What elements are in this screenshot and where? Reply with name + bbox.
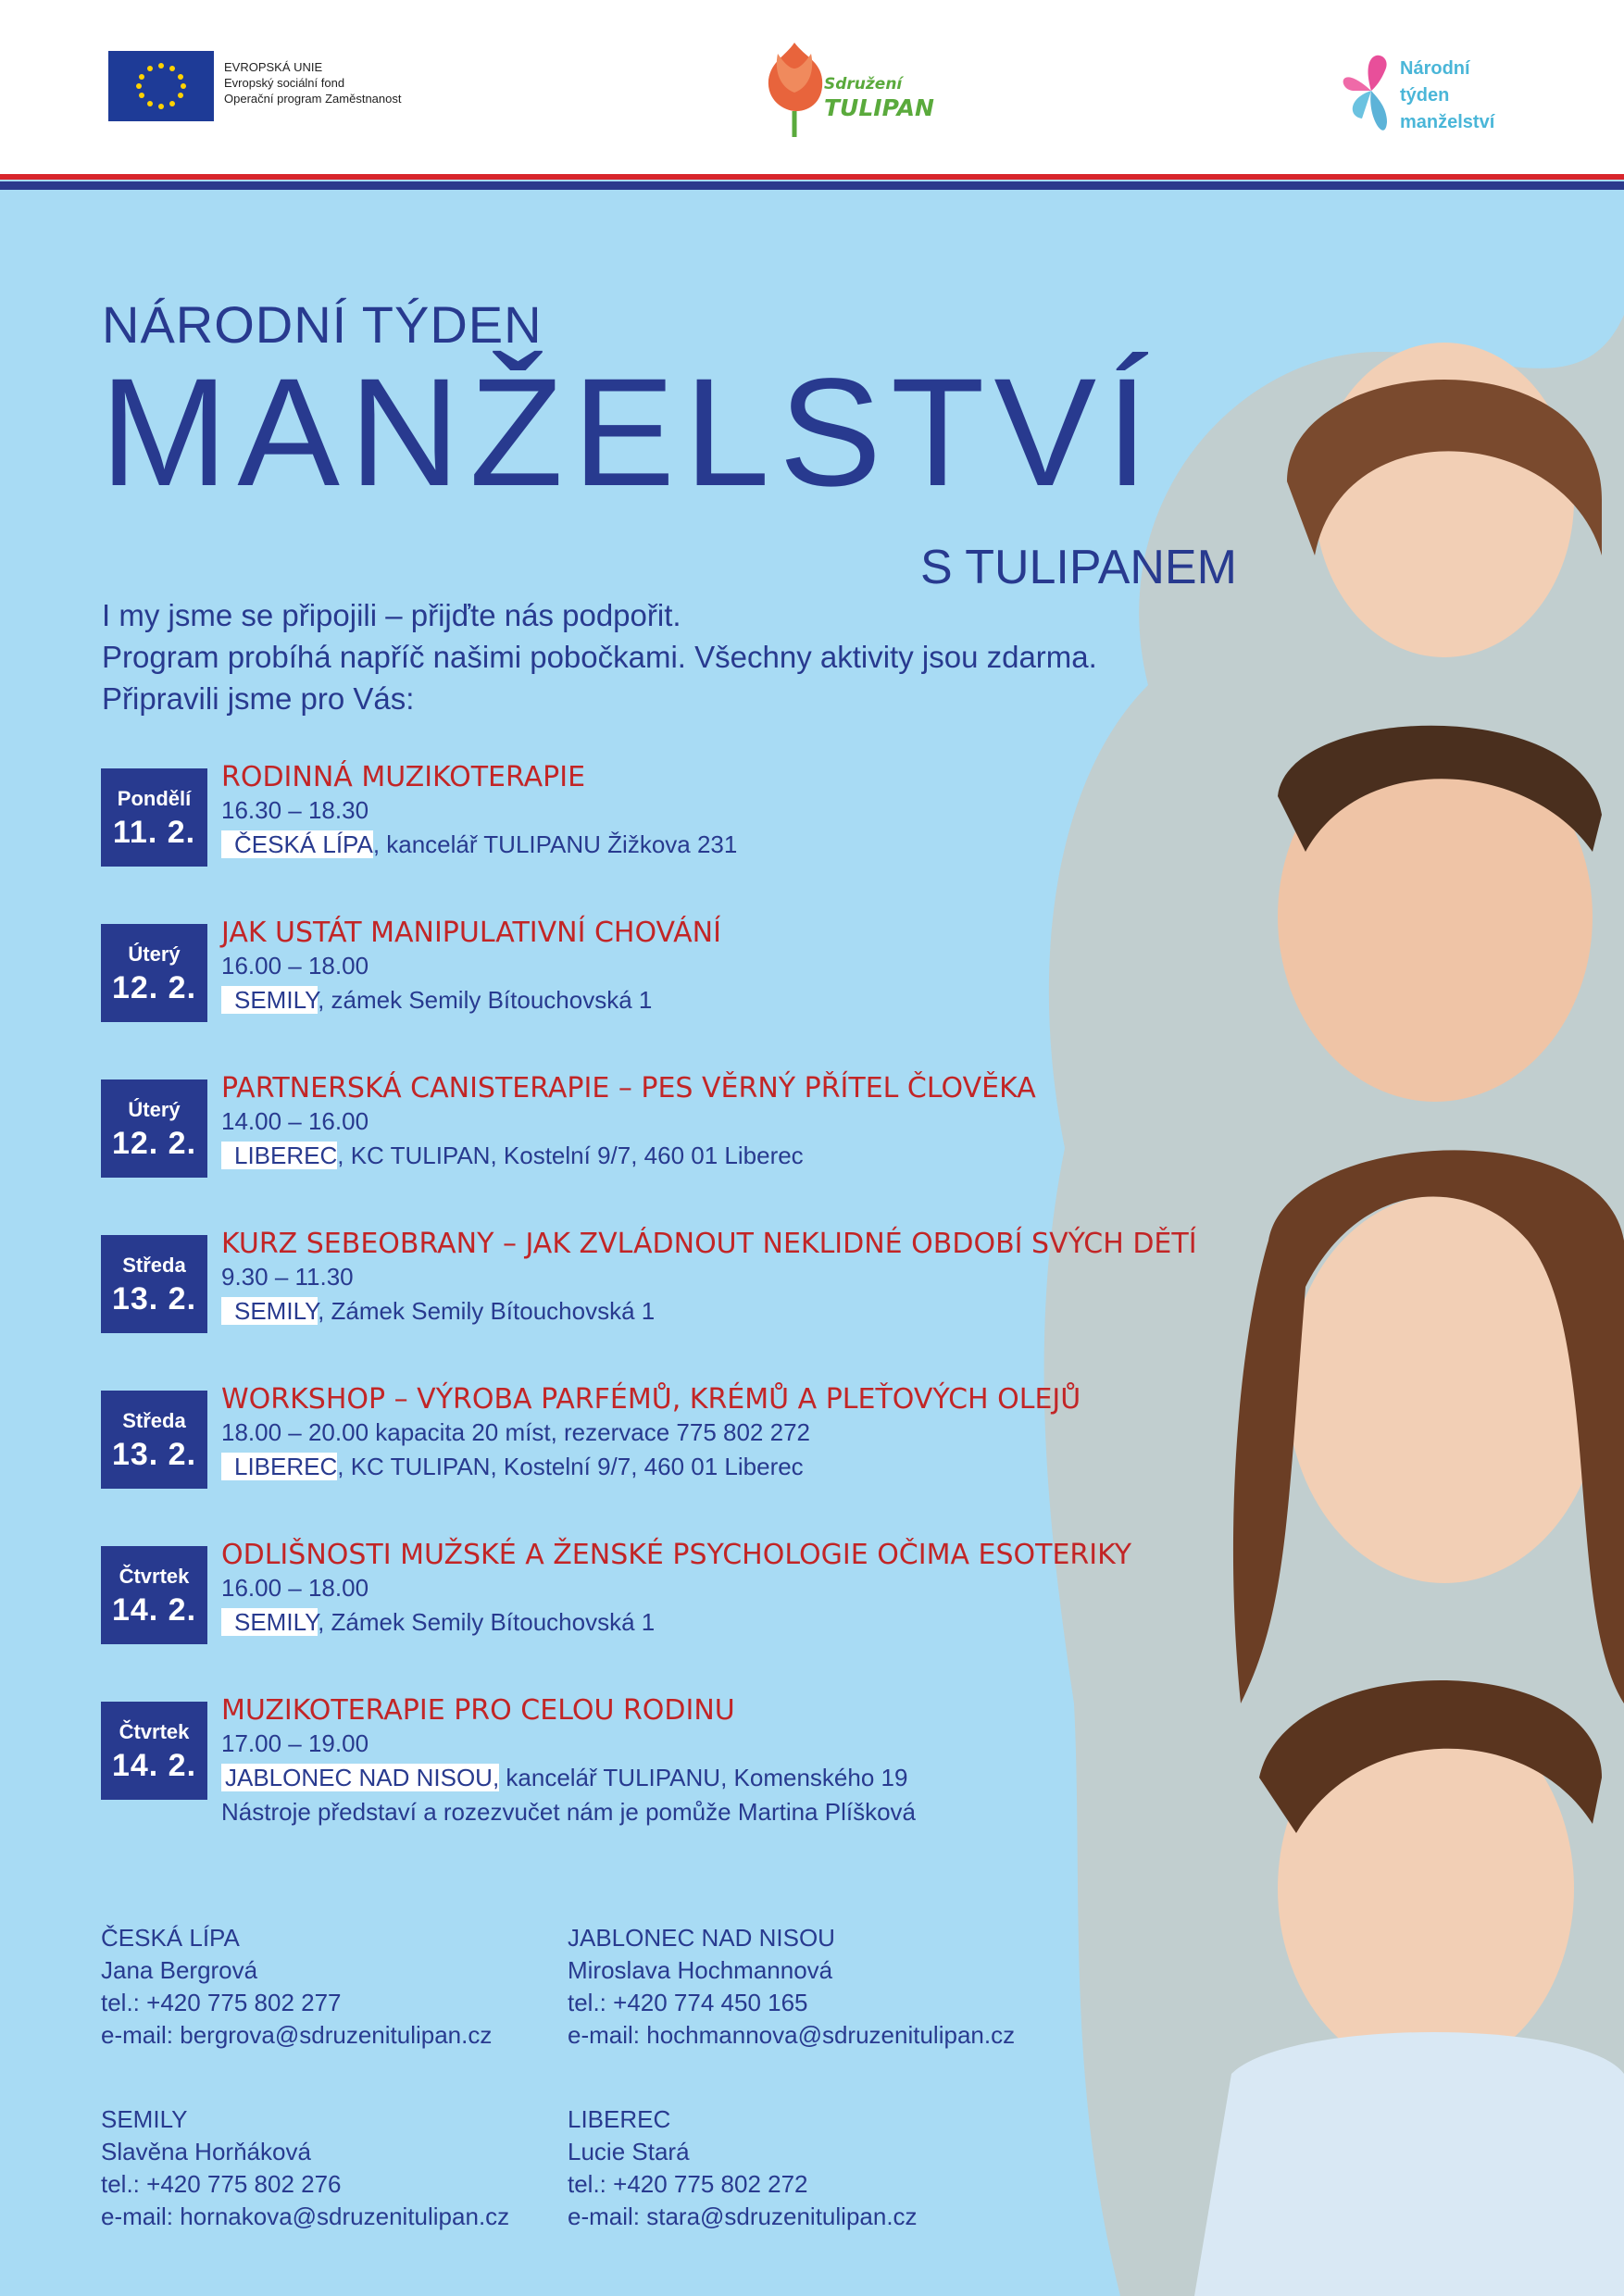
event-title: KURZ SEBEOBRANY – JAK ZVLÁDNOUT NEKLIDNÉ OBDOBÍ SVÝCH DĚTÍ bbox=[221, 1228, 1197, 1260]
event-location bbox=[221, 1764, 907, 1792]
event-day: Středa bbox=[122, 1409, 186, 1432]
event-date: 14. 2. bbox=[111, 1748, 197, 1783]
event-time: 14.00 – 16.00 bbox=[221, 1107, 369, 1135]
event-item bbox=[101, 1694, 1119, 1831]
event-city: LIBEREC bbox=[221, 1453, 337, 1480]
date-badge bbox=[101, 768, 207, 867]
stripe-blue bbox=[0, 181, 1624, 190]
intro-line: Připravili jsme pro Vás: bbox=[102, 681, 415, 716]
event-day: Pondělí bbox=[117, 787, 192, 810]
eu-line: Operační program Zaměstnanost bbox=[224, 92, 402, 106]
event-location bbox=[221, 1142, 804, 1170]
header-bar bbox=[0, 0, 1624, 167]
event-date: 13. 2. bbox=[111, 1281, 197, 1316]
eu-flag-icon bbox=[108, 51, 214, 121]
event-item bbox=[101, 917, 1119, 1054]
contact-email: e-mail: hornakova@sdruzenitulipan.cz bbox=[101, 2202, 510, 2230]
title-sub: S TULIPANEM bbox=[920, 541, 1237, 594]
contact-city: JABLONEC NAD NISOU bbox=[568, 1924, 835, 1952]
date-badge bbox=[101, 924, 207, 1022]
event-item bbox=[101, 761, 1119, 898]
eu-text bbox=[224, 59, 401, 106]
stripe-white bbox=[0, 167, 1624, 174]
event-title: MUZIKOTERAPIE PRO CELOU RODINU bbox=[221, 1694, 735, 1727]
event-note: Nástroje představí a rozezvučet nám je pomůže Martina Plíšková bbox=[221, 1798, 917, 1826]
event-day: Úterý bbox=[128, 1098, 181, 1121]
contact-name: Slavěna Horňáková bbox=[101, 2138, 311, 2165]
event-place: kancelář TULIPANU, Komenského 19 bbox=[499, 1764, 908, 1791]
event-time: 16.30 – 18.30 bbox=[221, 796, 369, 824]
event-item bbox=[101, 1539, 1132, 1676]
event-date: 12. 2. bbox=[111, 970, 197, 1005]
title-main: MANŽELSTVÍ bbox=[100, 347, 1158, 518]
contact-city: ČESKÁ LÍPA bbox=[101, 1924, 240, 1952]
contact-city: LIBEREC bbox=[568, 2105, 671, 2133]
event-time: 17.00 – 19.00 bbox=[221, 1729, 369, 1757]
contact-email: e-mail: bergrova@sdruzenitulipan.cz bbox=[101, 2021, 493, 2049]
event-city: LIBEREC bbox=[221, 1142, 337, 1169]
event-day: Čtvrtek bbox=[119, 1720, 190, 1743]
event-location bbox=[221, 1453, 804, 1481]
event-place: , KC TULIPAN, Kostelní 9/7, 460 01 Liberec bbox=[337, 1142, 804, 1169]
logo-line: týden bbox=[1400, 85, 1450, 106]
event-place: , Zámek Semily Bítouchovská 1 bbox=[318, 1608, 656, 1636]
event-place: , kancelář TULIPANU Žižkova 231 bbox=[372, 830, 738, 858]
logo-line: manželství bbox=[1400, 112, 1495, 132]
intro-text bbox=[102, 594, 1097, 719]
date-badge bbox=[101, 1702, 207, 1800]
event-date: 11. 2. bbox=[112, 815, 196, 850]
eu-line: Evropský sociální fond bbox=[224, 76, 345, 90]
event-city: SEMILY bbox=[221, 1297, 318, 1325]
contact-name: Lucie Stará bbox=[568, 2138, 690, 2165]
event-time: 16.00 – 18.00 bbox=[221, 952, 369, 980]
event-location bbox=[221, 830, 737, 859]
event-title: PARTNERSKÁ CANISTERAPIE – PES VĚRNÝ PŘÍTEL ČLOVĚKA bbox=[221, 1072, 1036, 1104]
event-item bbox=[101, 1228, 1197, 1365]
ntm-logo-text bbox=[1400, 56, 1494, 136]
contact-email: e-mail: hochmannova@sdruzenitulipan.cz bbox=[568, 2021, 1016, 2049]
date-badge bbox=[101, 1546, 207, 1644]
date-badge bbox=[101, 1079, 207, 1178]
event-day: Středa bbox=[122, 1254, 186, 1277]
contact-phone: tel.: +420 775 802 277 bbox=[101, 1989, 342, 2016]
event-time: 18.00 – 20.00 kapacita 20 míst, rezervace 775 802 272 bbox=[221, 1418, 810, 1446]
event-city: ČESKÁ LÍPA bbox=[221, 830, 373, 858]
event-city: SEMILY bbox=[221, 986, 318, 1014]
contact-block bbox=[568, 1922, 1015, 2052]
event-place: , zámek Semily Bítouchovská 1 bbox=[318, 986, 653, 1014]
event-day: Úterý bbox=[128, 942, 181, 966]
event-place: , KC TULIPAN, Kostelní 9/7, 460 01 Liberec bbox=[337, 1453, 804, 1480]
event-title: ODLIŠNOSTI MUŽSKÉ A ŽENSKÉ PSYCHOLOGIE OČIMA ESOTERIKY bbox=[221, 1539, 1132, 1571]
event-item bbox=[101, 1072, 1119, 1209]
intro-line: I my jsme se připojili – přijďte nás podpořit. bbox=[102, 598, 681, 632]
contact-block bbox=[101, 1922, 492, 2052]
contact-city: SEMILY bbox=[101, 2105, 188, 2133]
contact-name: Miroslava Hochmannová bbox=[568, 1956, 833, 1984]
event-date: 12. 2. bbox=[111, 1126, 197, 1161]
event-time: 9.30 – 11.30 bbox=[221, 1263, 354, 1291]
date-badge bbox=[101, 1235, 207, 1333]
contact-name: Jana Bergrová bbox=[101, 1956, 258, 1984]
contact-block bbox=[568, 2103, 918, 2233]
event-title: JAK USTÁT MANIPULATIVNÍ CHOVÁNÍ bbox=[221, 917, 721, 949]
event-title: RODINNÁ MUZIKOTERAPIE bbox=[221, 761, 586, 793]
contact-phone: tel.: +420 774 450 165 bbox=[568, 1989, 808, 2016]
intro-line: Program probíhá napříč našimi pobočkami. Všechny aktivity jsou zdarma. bbox=[102, 640, 1097, 674]
contact-phone: tel.: +420 775 802 276 bbox=[101, 2170, 342, 2198]
event-date: 13. 2. bbox=[111, 1437, 197, 1472]
title-top: NÁRODNÍ TÝDEN bbox=[102, 295, 543, 354]
stripe-red bbox=[0, 174, 1624, 180]
date-badge bbox=[101, 1391, 207, 1489]
event-location bbox=[221, 986, 652, 1015]
event-city: JABLONEC NAD NISOU, bbox=[221, 1764, 499, 1791]
event-location bbox=[221, 1297, 655, 1326]
logo-line: Národní bbox=[1400, 58, 1470, 79]
event-place: , Zámek Semily Bítouchovská 1 bbox=[318, 1297, 656, 1325]
event-item bbox=[101, 1383, 1119, 1520]
event-title: WORKSHOP – VÝROBA PARFÉMŮ, KRÉMŮ A PLEŤOVÝCH OLEJŮ bbox=[221, 1383, 1081, 1416]
event-day: Čtvrtek bbox=[119, 1565, 190, 1588]
event-time: 16.00 – 18.00 bbox=[221, 1574, 369, 1602]
contact-phone: tel.: +420 775 802 272 bbox=[568, 2170, 808, 2198]
tulipan-logo-text bbox=[824, 72, 934, 120]
event-location bbox=[221, 1608, 655, 1637]
event-date: 14. 2. bbox=[111, 1592, 197, 1628]
contact-email: e-mail: stara@sdruzenitulipan.cz bbox=[568, 2202, 918, 2230]
contact-block bbox=[101, 2103, 509, 2233]
event-city: SEMILY bbox=[221, 1608, 318, 1636]
logo-line: TULIPAN bbox=[824, 94, 934, 121]
logo-line: Sdružení bbox=[824, 75, 903, 94]
eu-line: EVROPSKÁ UNIE bbox=[224, 60, 323, 74]
